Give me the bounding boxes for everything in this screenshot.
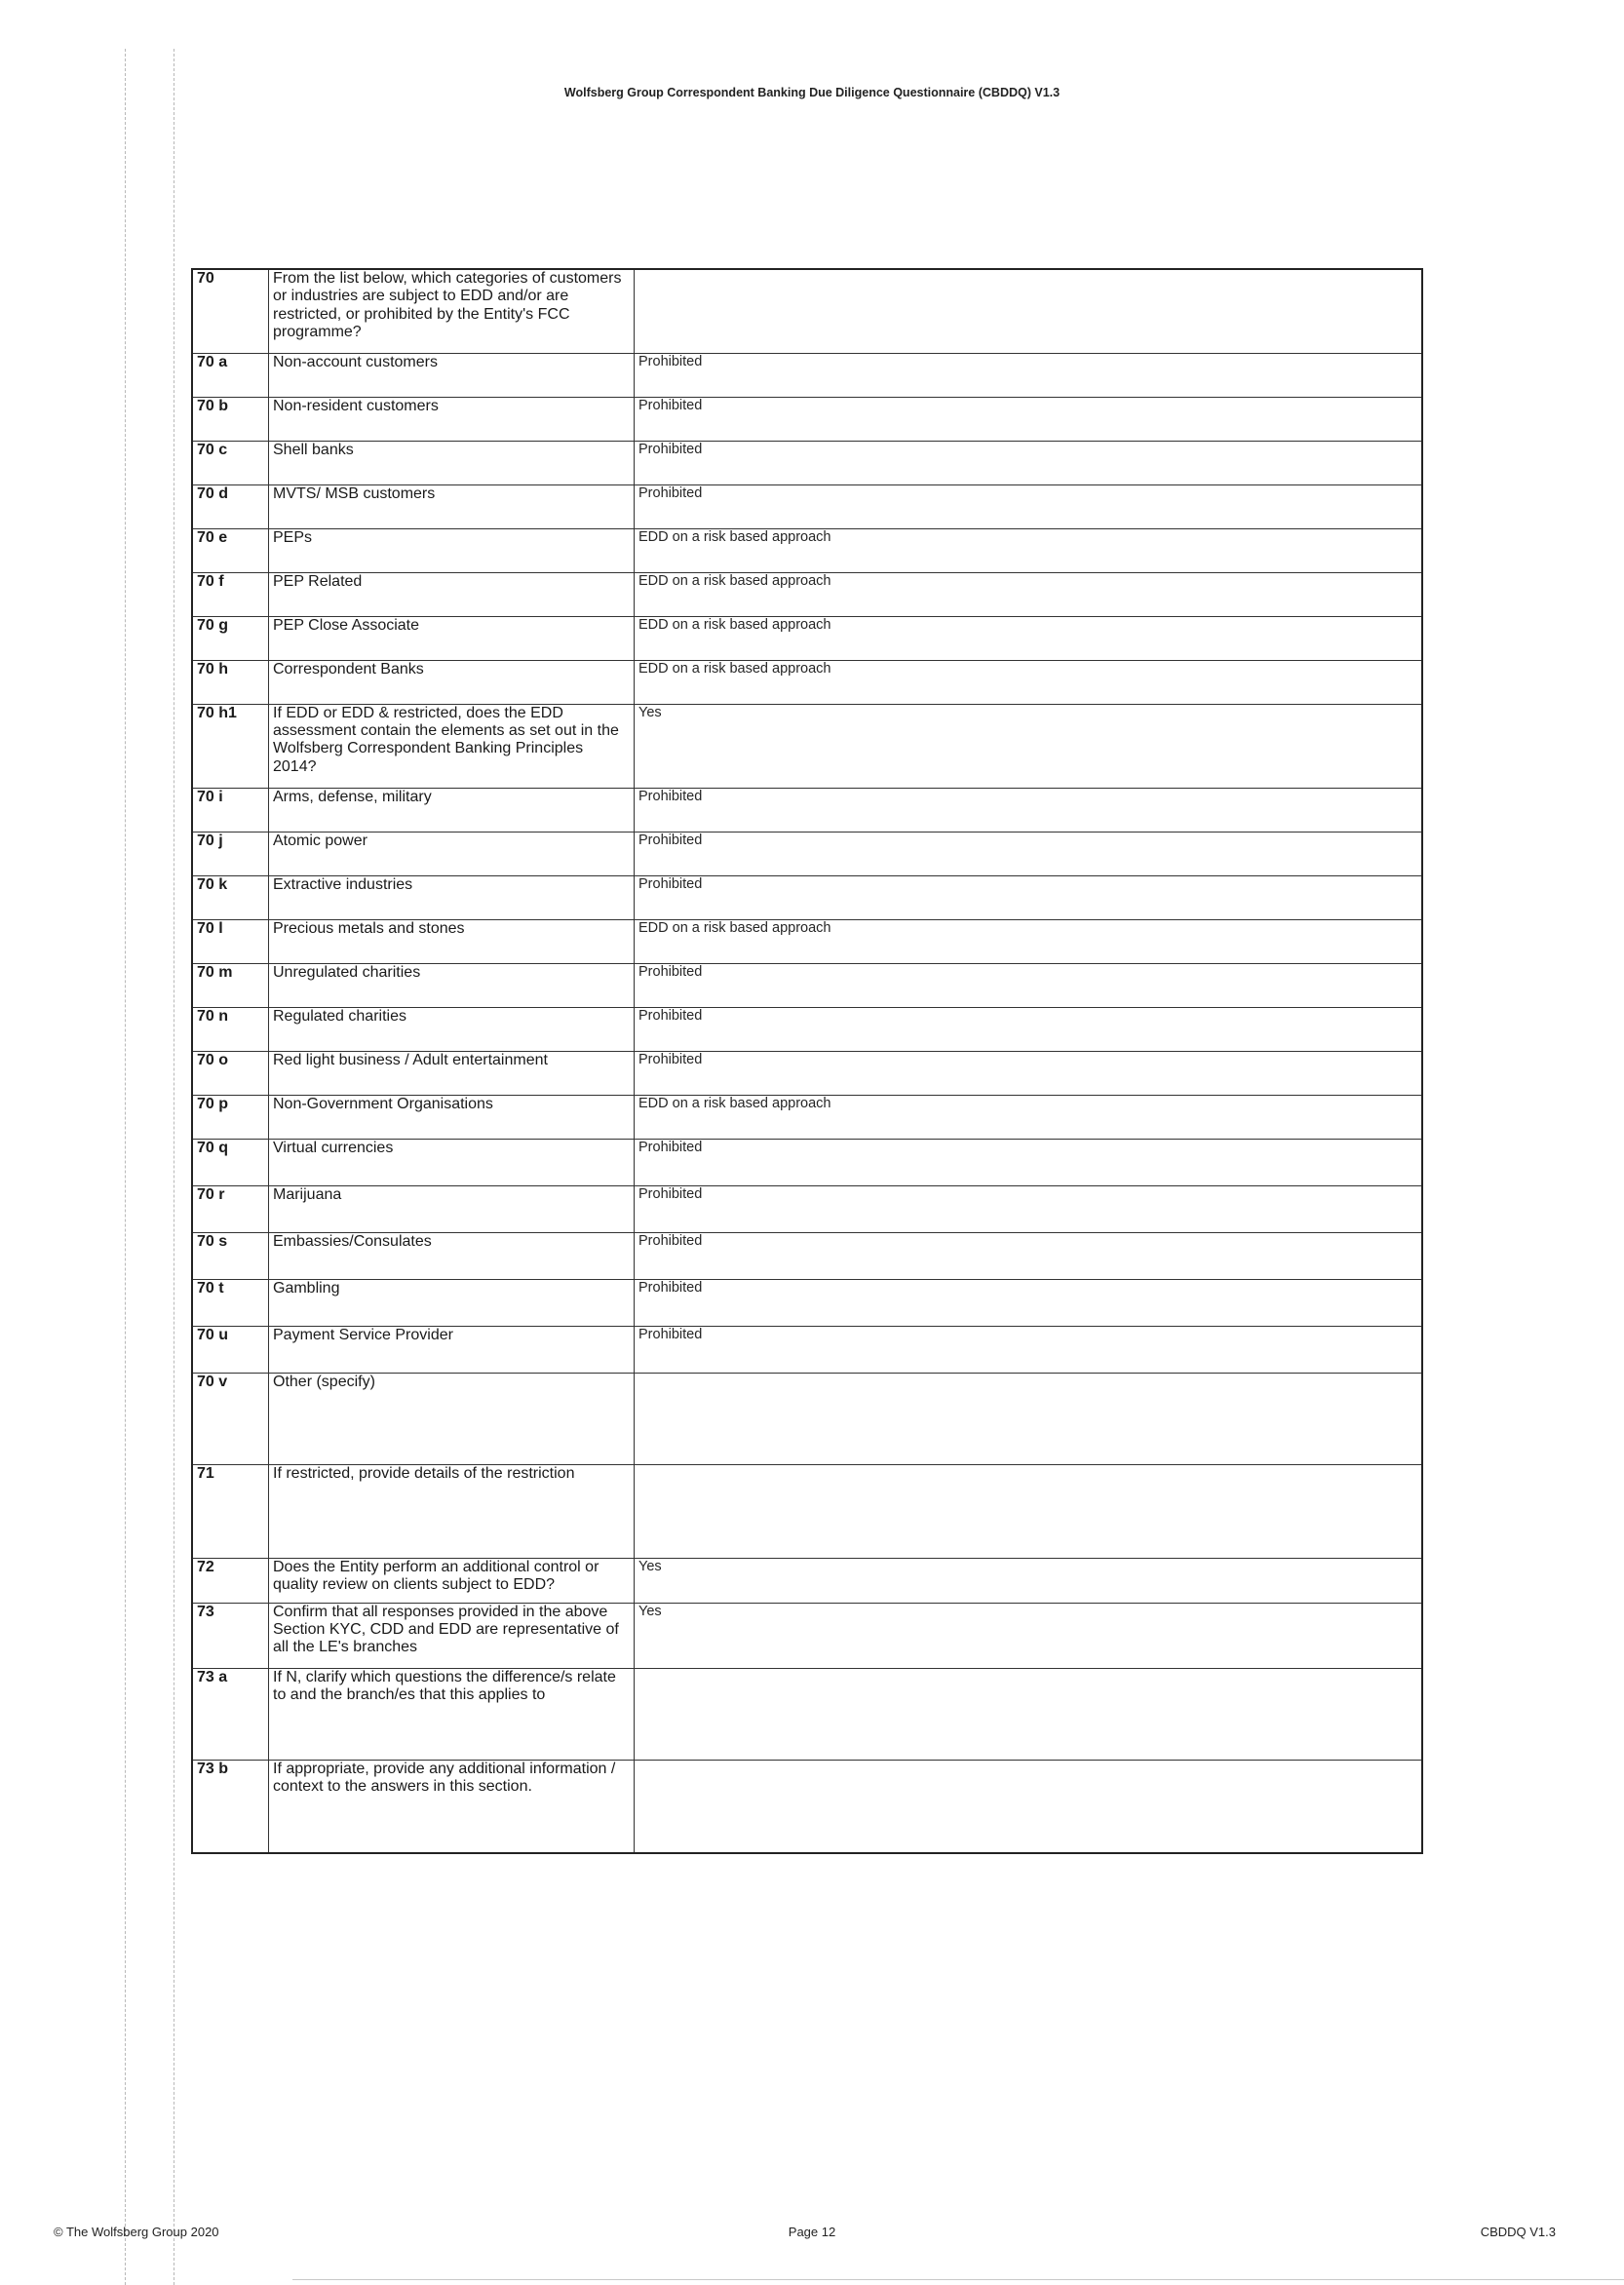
answer-cell[interactable]: Prohibited [635, 441, 1423, 484]
question-text: From the list below, which categories of customers or industries are subject to EDD and/or are restricted, or prohibited by the Entity's FCC programme? [269, 269, 635, 353]
table-row [192, 1603, 1422, 1668]
question-number: 72 [192, 1558, 269, 1603]
question-text: Payment Service Provider [269, 1326, 635, 1373]
answer-cell[interactable]: Prohibited [635, 963, 1423, 1007]
question-number: 70 i [192, 788, 269, 832]
table-row [192, 704, 1422, 788]
answer-cell[interactable]: Prohibited [635, 788, 1423, 832]
table-row [192, 484, 1422, 528]
table-row [192, 572, 1422, 616]
question-text: Virtual currencies [269, 1139, 635, 1185]
question-number: 73 b [192, 1760, 269, 1853]
table-row [192, 441, 1422, 484]
answer-cell[interactable]: Prohibited [635, 353, 1423, 397]
page-header-title: Wolfsberg Group Correspondent Banking Due Diligence Questionnaire (CBDDQ) V1.3 [563, 86, 1061, 99]
question-text: PEP Close Associate [269, 616, 635, 660]
table-row [192, 832, 1422, 875]
question-text: MVTS/ MSB customers [269, 484, 635, 528]
table-row [192, 1464, 1422, 1558]
answer-cell[interactable]: Prohibited [635, 1007, 1423, 1051]
question-number: 70 r [192, 1185, 269, 1232]
answer-cell[interactable]: EDD on a risk based approach [635, 1095, 1423, 1139]
question-number: 70 g [192, 616, 269, 660]
answer-cell[interactable]: EDD on a risk based approach [635, 572, 1423, 616]
scan-margin-line [125, 49, 126, 2285]
question-text: Red light business / Adult entertainment [269, 1051, 635, 1095]
question-number: 70 h1 [192, 704, 269, 788]
question-number: 70 o [192, 1051, 269, 1095]
table-row [192, 353, 1422, 397]
answer-cell[interactable]: Yes [635, 1558, 1423, 1603]
table-row [192, 1232, 1422, 1279]
answer-cell[interactable]: Yes [635, 704, 1423, 788]
table-row [192, 1668, 1422, 1760]
question-number: 70 u [192, 1326, 269, 1373]
question-number: 70 m [192, 963, 269, 1007]
table-row [192, 616, 1422, 660]
question-number: 70 e [192, 528, 269, 572]
table-row [192, 1326, 1422, 1373]
answer-cell[interactable]: EDD on a risk based approach [635, 660, 1423, 704]
answer-cell[interactable] [635, 1760, 1423, 1853]
question-text: Other (specify) [269, 1373, 635, 1464]
question-number: 70 f [192, 572, 269, 616]
questionnaire-table [191, 268, 1423, 1854]
question-text: If EDD or EDD & restricted, does the EDD assessment contain the elements as set out in the Wolfsberg Correspondent Banking Principles 2014? [269, 704, 635, 788]
answer-cell[interactable]: EDD on a risk based approach [635, 919, 1423, 963]
question-text: Non-account customers [269, 353, 635, 397]
question-number: 70 q [192, 1139, 269, 1185]
question-number: 70 l [192, 919, 269, 963]
question-text: Regulated charities [269, 1007, 635, 1051]
answer-cell[interactable]: Prohibited [635, 875, 1423, 919]
question-number: 70 c [192, 441, 269, 484]
question-text: If appropriate, provide any additional information / context to the answers in this section. [269, 1760, 635, 1853]
question-number: 70 d [192, 484, 269, 528]
question-text: Precious metals and stones [269, 919, 635, 963]
answer-cell[interactable] [635, 1668, 1423, 1760]
question-text: Correspondent Banks [269, 660, 635, 704]
table-row [192, 1760, 1422, 1853]
question-text: Unregulated charities [269, 963, 635, 1007]
question-number: 70 n [192, 1007, 269, 1051]
answer-cell[interactable]: Prohibited [635, 1279, 1423, 1326]
question-number: 73 a [192, 1668, 269, 1760]
question-text: Gambling [269, 1279, 635, 1326]
question-text: Extractive industries [269, 875, 635, 919]
table-row [192, 963, 1422, 1007]
table-row [192, 1279, 1422, 1326]
answer-cell[interactable] [635, 1464, 1423, 1558]
table-row [192, 1007, 1422, 1051]
footer-copyright: © The Wolfsberg Group 2020 [54, 2225, 219, 2239]
table-row [192, 875, 1422, 919]
footer-version: CBDDQ V1.3 [1480, 2225, 1556, 2239]
question-number: 70 b [192, 397, 269, 441]
question-text: Marijuana [269, 1185, 635, 1232]
question-text: Does the Entity perform an additional control or quality review on clients subject to EDD? [269, 1558, 635, 1603]
question-number: 71 [192, 1464, 269, 1558]
question-number: 70 t [192, 1279, 269, 1326]
table-row [192, 528, 1422, 572]
question-number: 70 k [192, 875, 269, 919]
question-text: Shell banks [269, 441, 635, 484]
question-text: If N, clarify which questions the difference/s relate to and the branch/es that this applies to [269, 1668, 635, 1760]
question-text: PEPs [269, 528, 635, 572]
answer-cell[interactable]: Yes [635, 1603, 1423, 1668]
table-row [192, 1095, 1422, 1139]
table-row [192, 1185, 1422, 1232]
question-text: Confirm that all responses provided in the above Section KYC, CDD and EDD are representative of all the LE's branches [269, 1603, 635, 1668]
answer-cell[interactable]: Prohibited [635, 1051, 1423, 1095]
answer-cell[interactable]: Prohibited [635, 484, 1423, 528]
footer-page-number: Page 12 [788, 2225, 836, 2239]
question-number: 70 [192, 269, 269, 353]
table-row [192, 1051, 1422, 1095]
question-text: Arms, defense, military [269, 788, 635, 832]
answer-cell[interactable] [635, 269, 1423, 353]
table-row [192, 660, 1422, 704]
table-row [192, 269, 1422, 353]
question-number: 73 [192, 1603, 269, 1668]
question-number: 70 h [192, 660, 269, 704]
question-text: If restricted, provide details of the restriction [269, 1464, 635, 1558]
question-text: Atomic power [269, 832, 635, 875]
table-row [192, 1139, 1422, 1185]
table-row [192, 788, 1422, 832]
scan-edge-line [292, 2279, 1624, 2280]
question-number: 70 s [192, 1232, 269, 1279]
answer-cell[interactable]: Prohibited [635, 1185, 1423, 1232]
answer-cell[interactable] [635, 1373, 1423, 1464]
table-row [192, 919, 1422, 963]
answer-cell[interactable]: Prohibited [635, 1326, 1423, 1373]
table-row [192, 1373, 1422, 1464]
answer-cell[interactable]: Prohibited [635, 832, 1423, 875]
question-text: Non-resident customers [269, 397, 635, 441]
answer-cell[interactable]: Prohibited [635, 1139, 1423, 1185]
question-text: Embassies/Consulates [269, 1232, 635, 1279]
question-number: 70 a [192, 353, 269, 397]
question-text: PEP Related [269, 572, 635, 616]
answer-cell[interactable]: Prohibited [635, 1232, 1423, 1279]
answer-cell[interactable]: Prohibited [635, 397, 1423, 441]
answer-cell[interactable]: EDD on a risk based approach [635, 616, 1423, 660]
question-number: 70 v [192, 1373, 269, 1464]
question-text: Non-Government Organisations [269, 1095, 635, 1139]
answer-cell[interactable]: EDD on a risk based approach [635, 528, 1423, 572]
table-row [192, 397, 1422, 441]
question-number: 70 p [192, 1095, 269, 1139]
question-number: 70 j [192, 832, 269, 875]
table-row [192, 1558, 1422, 1603]
